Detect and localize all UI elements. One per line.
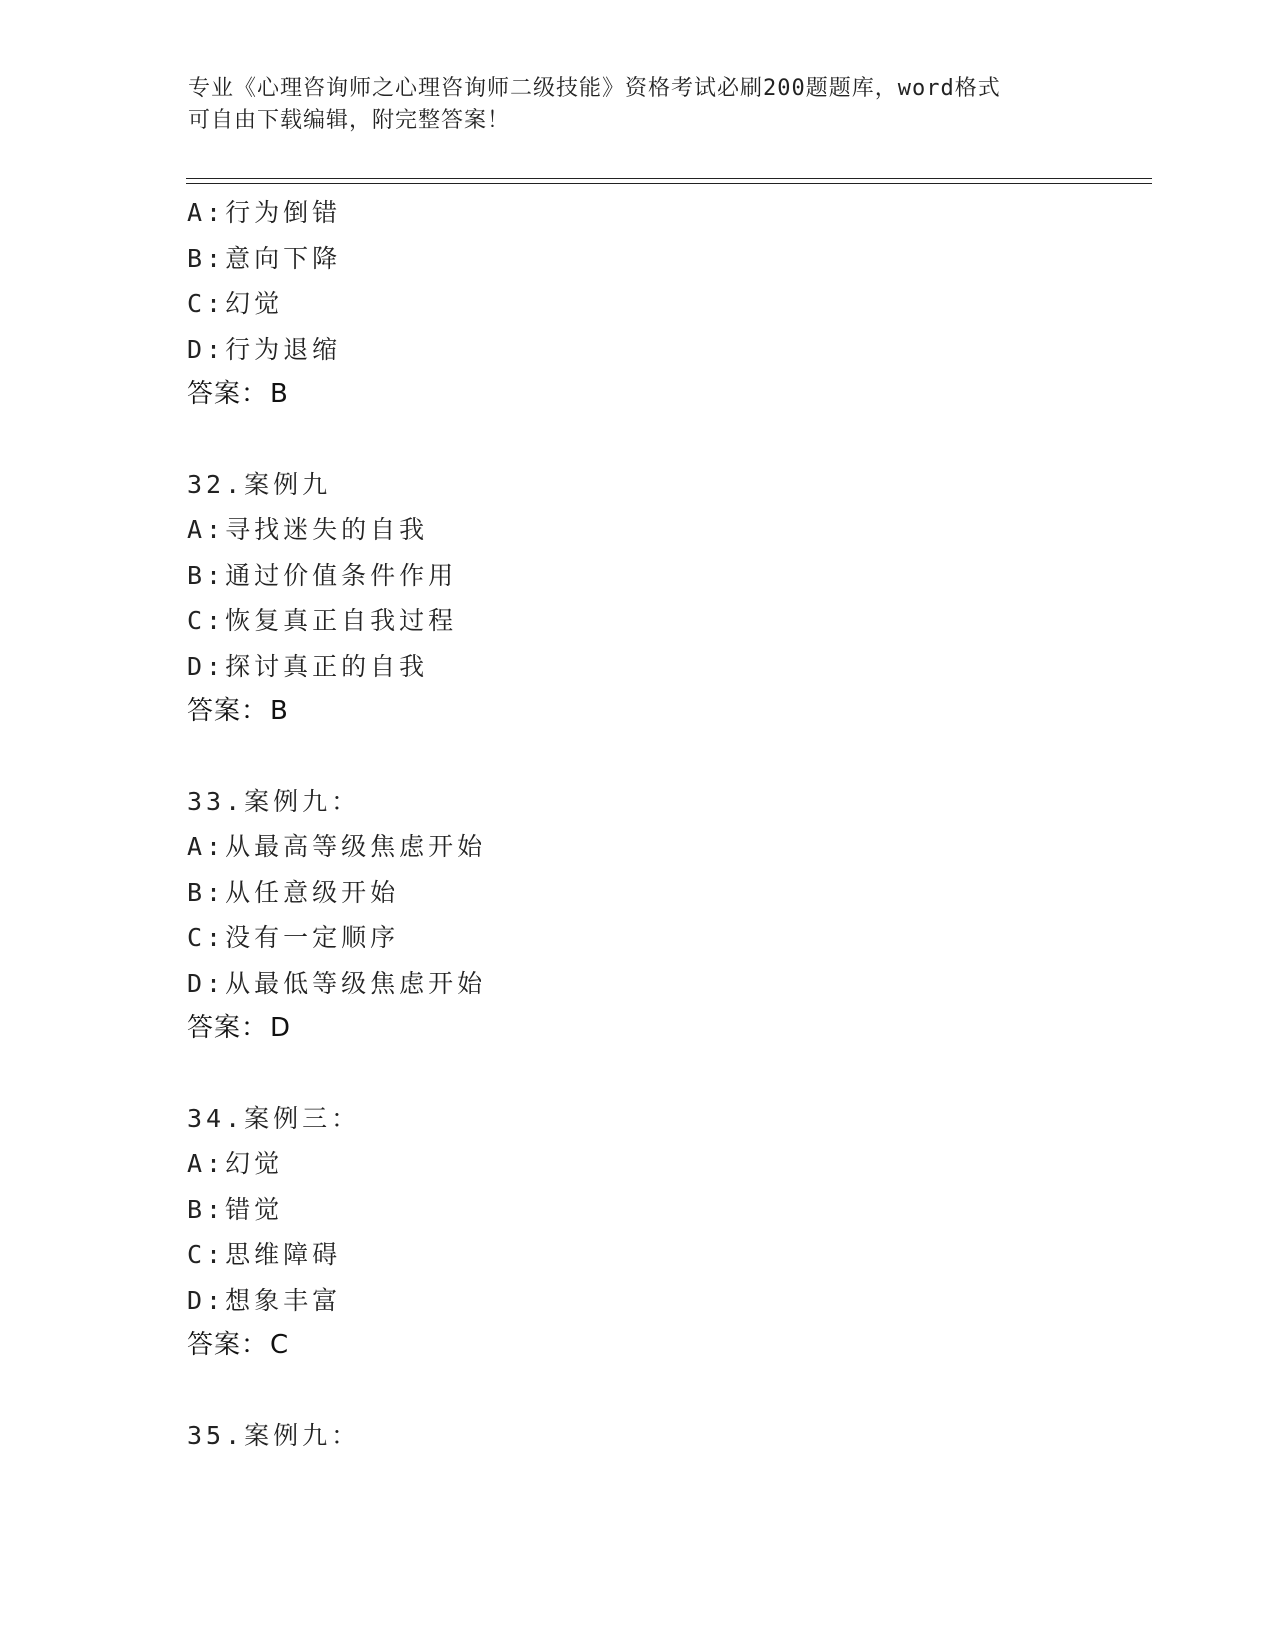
question-block bbox=[187, 462, 1137, 735]
option-d bbox=[187, 961, 1137, 1007]
question-title: 33.案例九： bbox=[187, 786, 361, 816]
option-a bbox=[187, 824, 1137, 870]
answer-label: 答案： bbox=[187, 1013, 269, 1043]
option-letter: D: bbox=[187, 334, 226, 364]
option-letter: A: bbox=[187, 1149, 226, 1178]
option-c bbox=[187, 281, 1137, 327]
question-block bbox=[187, 779, 1137, 1052]
answer-value: C bbox=[270, 1330, 290, 1360]
option-a bbox=[187, 190, 1137, 236]
option-text: 通过价值条件作用 bbox=[225, 560, 458, 590]
option-text: 意向下降 bbox=[225, 243, 342, 273]
header-rule-top bbox=[186, 178, 1152, 179]
question-title: 32.案例九 bbox=[187, 469, 332, 499]
option-b bbox=[187, 236, 1137, 282]
option-d bbox=[187, 644, 1137, 690]
option-text: 思维障碍 bbox=[225, 1240, 342, 1269]
answer-label: 答案： bbox=[187, 696, 269, 726]
question-block bbox=[187, 1096, 1137, 1369]
answer-line bbox=[187, 689, 1137, 735]
option-c bbox=[187, 915, 1137, 961]
option-letter: C: bbox=[187, 289, 226, 318]
option-text: 探讨真正的自我 bbox=[225, 651, 429, 681]
document-header bbox=[188, 73, 1068, 137]
answer-label: 答案： bbox=[187, 379, 269, 409]
option-text: 寻找迷失的自我 bbox=[225, 515, 429, 544]
option-d bbox=[187, 1278, 1137, 1324]
answer-line bbox=[187, 1006, 1137, 1052]
option-d bbox=[187, 327, 1137, 373]
header-rule-bottom bbox=[186, 183, 1152, 184]
question-list bbox=[187, 190, 1137, 1458]
header-line-2: 可自由下载编辑，附完整答案！ bbox=[188, 108, 511, 133]
option-letter: C: bbox=[187, 1240, 226, 1269]
answer-value: B bbox=[270, 379, 289, 409]
option-letter: D: bbox=[187, 1285, 226, 1315]
option-letter: B: bbox=[187, 560, 226, 590]
option-letter: A: bbox=[187, 515, 226, 544]
option-text: 幻觉 bbox=[225, 1149, 284, 1178]
answer-value: D bbox=[270, 1013, 292, 1043]
option-c bbox=[187, 598, 1137, 644]
option-text: 幻觉 bbox=[225, 289, 284, 318]
question-block-continued bbox=[187, 190, 1137, 418]
option-text: 行为退缩 bbox=[225, 334, 342, 364]
question-title: 34.案例三： bbox=[187, 1103, 361, 1133]
option-b bbox=[187, 553, 1137, 599]
option-text: 错觉 bbox=[225, 1194, 284, 1224]
option-text: 没有一定顺序 bbox=[225, 923, 400, 952]
option-letter: D: bbox=[187, 651, 226, 681]
option-a bbox=[187, 507, 1137, 553]
option-letter: D: bbox=[187, 968, 226, 998]
answer-value: B bbox=[270, 696, 289, 726]
option-a bbox=[187, 1141, 1137, 1187]
option-letter: B: bbox=[187, 1194, 226, 1224]
option-text: 恢复真正自我过程 bbox=[225, 606, 458, 635]
option-letter: B: bbox=[187, 877, 226, 907]
answer-line bbox=[187, 372, 1137, 418]
option-b bbox=[187, 870, 1137, 916]
option-text: 行为倒错 bbox=[225, 198, 342, 227]
question-title: 35.案例九： bbox=[187, 1420, 361, 1450]
option-letter: B: bbox=[187, 243, 226, 273]
option-text: 从任意级开始 bbox=[225, 877, 400, 907]
header-line-1: 专业《心理咨询师之心理咨询师二级技能》资格考试必刷200题题库，word格式 bbox=[188, 76, 1001, 101]
option-letter: A: bbox=[187, 832, 226, 861]
option-letter: C: bbox=[187, 606, 226, 635]
answer-line bbox=[187, 1323, 1137, 1369]
option-letter: A: bbox=[187, 198, 226, 227]
option-text: 从最高等级焦虑开始 bbox=[225, 832, 487, 861]
option-text: 想象丰富 bbox=[225, 1285, 342, 1315]
answer-label: 答案： bbox=[187, 1330, 269, 1360]
option-letter: C: bbox=[187, 923, 226, 952]
option-b bbox=[187, 1187, 1137, 1233]
option-text: 从最低等级焦虑开始 bbox=[225, 968, 487, 998]
question-block bbox=[187, 1413, 1137, 1459]
option-c bbox=[187, 1232, 1137, 1278]
